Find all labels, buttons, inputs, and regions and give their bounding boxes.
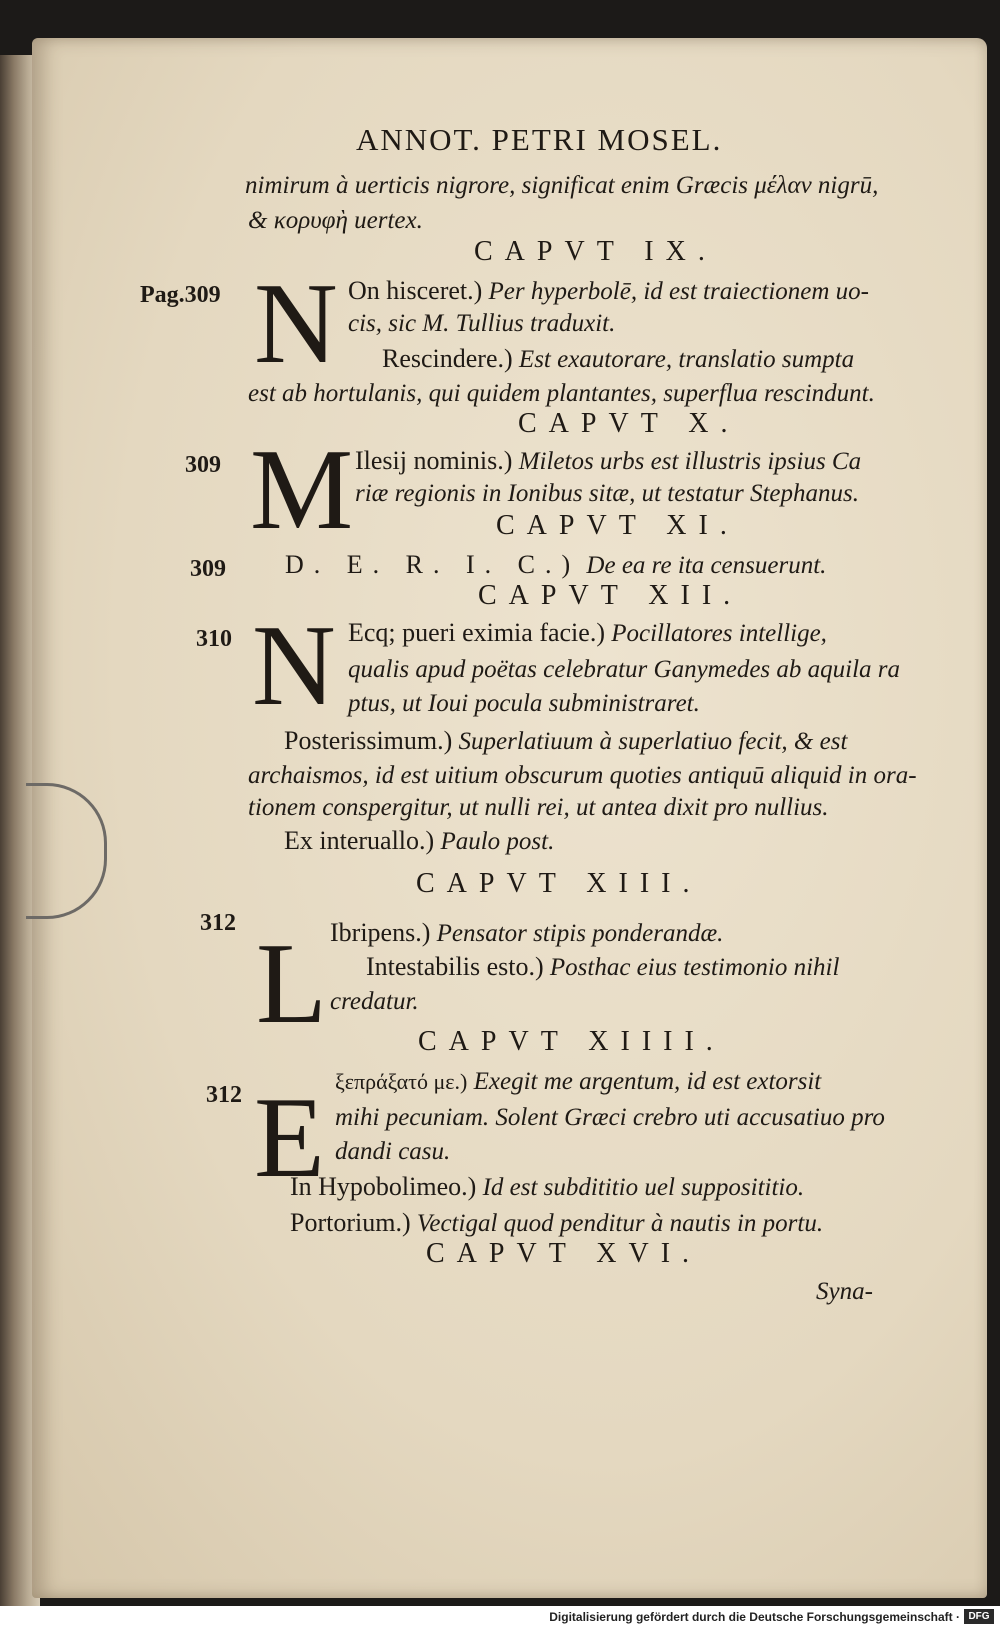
- gloss: Vectigal quod penditur à nautis in portu.: [416, 1210, 824, 1237]
- text-line: mihi pecuniam. Solent Græci crebro uti accusatiuo pro: [335, 1104, 885, 1131]
- gloss: Pensator stipis ponderandæ.: [436, 920, 724, 947]
- drop-initial: E: [254, 1074, 325, 1202]
- gloss: Miletos urbs est illustris ipsius Ca: [518, 448, 862, 475]
- margin-page-ref: 309: [185, 452, 221, 478]
- lemma: Ecq; pueri eximia facie.): [348, 618, 605, 647]
- lemma: ξεπράξατό με.): [335, 1069, 468, 1094]
- lemma: On hisceret.): [348, 276, 483, 305]
- lemma: In Hypobolimeo.): [290, 1172, 477, 1201]
- chapter-heading: CAPVT XI.: [496, 510, 739, 541]
- text-line: tionem conspergitur, ut nulli rei, ut antea dixit pro nullius.: [248, 794, 829, 821]
- text-line: dandi casu.: [335, 1138, 451, 1165]
- lemma: Rescindere.): [382, 344, 513, 373]
- margin-page-ref: 312: [206, 1082, 242, 1108]
- lemma: Ibripens.): [330, 918, 431, 947]
- gloss: Superlatiuum à superlatiuo fecit, & est: [458, 728, 848, 755]
- text-line: est ab hortulanis, qui quidem plantantes, superflua rescindunt.: [248, 380, 875, 407]
- text-line: riæ regionis in Ionibus sitæ, ut testatur Stephanus.: [355, 480, 859, 507]
- chapter-heading: CAPVT XIIII.: [418, 1026, 725, 1057]
- chapter-heading: CAPVT IX.: [474, 236, 717, 267]
- gloss: Exegit me argentum, id est extorsit: [473, 1068, 822, 1095]
- text-line: & κορυφὴ uertex.: [248, 207, 423, 234]
- chapter-heading: CAPVT XVI.: [426, 1238, 702, 1269]
- gloss: Paulo post.: [440, 828, 555, 855]
- gloss: Id est subdititio uel supposititio.: [482, 1174, 805, 1201]
- lemma: D. E. R. I. C.): [285, 550, 581, 579]
- text-line: archaismos, id est uitium obscurum quoties antiquū aliquid in ora-: [248, 762, 917, 789]
- margin-page-ref: Pag.309: [140, 282, 221, 308]
- text-line: qualis apud poëtas celebratur Ganymedes ab aquila ra: [348, 656, 901, 683]
- lemma: Ex interuallo.): [284, 826, 435, 855]
- lemma: Ilesij nominis.): [355, 446, 513, 475]
- chapter-heading: CAPVT XIII.: [416, 868, 702, 899]
- lemma: Intestabilis esto.): [366, 952, 544, 981]
- catchword: Syna-: [816, 1278, 873, 1305]
- drop-initial: M: [250, 426, 354, 554]
- gloss: Posthac eius testimonio nihil: [549, 954, 840, 981]
- drop-initial: N: [252, 602, 336, 730]
- margin-page-ref: 312: [200, 910, 236, 936]
- drop-initial: N: [254, 260, 338, 388]
- margin-page-ref: 310: [196, 626, 232, 652]
- digitization-credit: Digitalisierung gefördert durch die Deutsche Forschungsgemeinschaft ·: [549, 1610, 960, 1624]
- text-line: cis, sic M. Tullius traduxit.: [348, 310, 616, 337]
- gloss: Pocillatores intellige,: [611, 620, 827, 647]
- text-line: ptus, ut Ioui pocula subministraret.: [348, 690, 700, 717]
- gloss: De ea re ita censuerunt.: [586, 552, 827, 579]
- running-header: ANNOT. PETRI MOSEL.: [356, 122, 723, 157]
- drop-initial: L: [256, 920, 327, 1048]
- lemma: Portorium.): [290, 1208, 411, 1237]
- margin-page-ref: 309: [190, 556, 226, 582]
- gloss: Est exautorare, translatio sumpta: [518, 346, 855, 373]
- text-line: nimirum à uerticis nigrore, significat enim Græcis μέλαν nigrū,: [245, 172, 879, 199]
- lemma: Posterissimum.): [284, 726, 453, 755]
- gloss: Per hyperbolē, id est traiectionem uo-: [488, 278, 869, 305]
- chapter-heading: CAPVT XII.: [478, 580, 743, 611]
- chapter-heading: CAPVT X.: [518, 408, 740, 439]
- text-line: credatur.: [330, 988, 419, 1015]
- dfg-logo: DFG: [964, 1609, 994, 1624]
- page-clip: [26, 783, 107, 919]
